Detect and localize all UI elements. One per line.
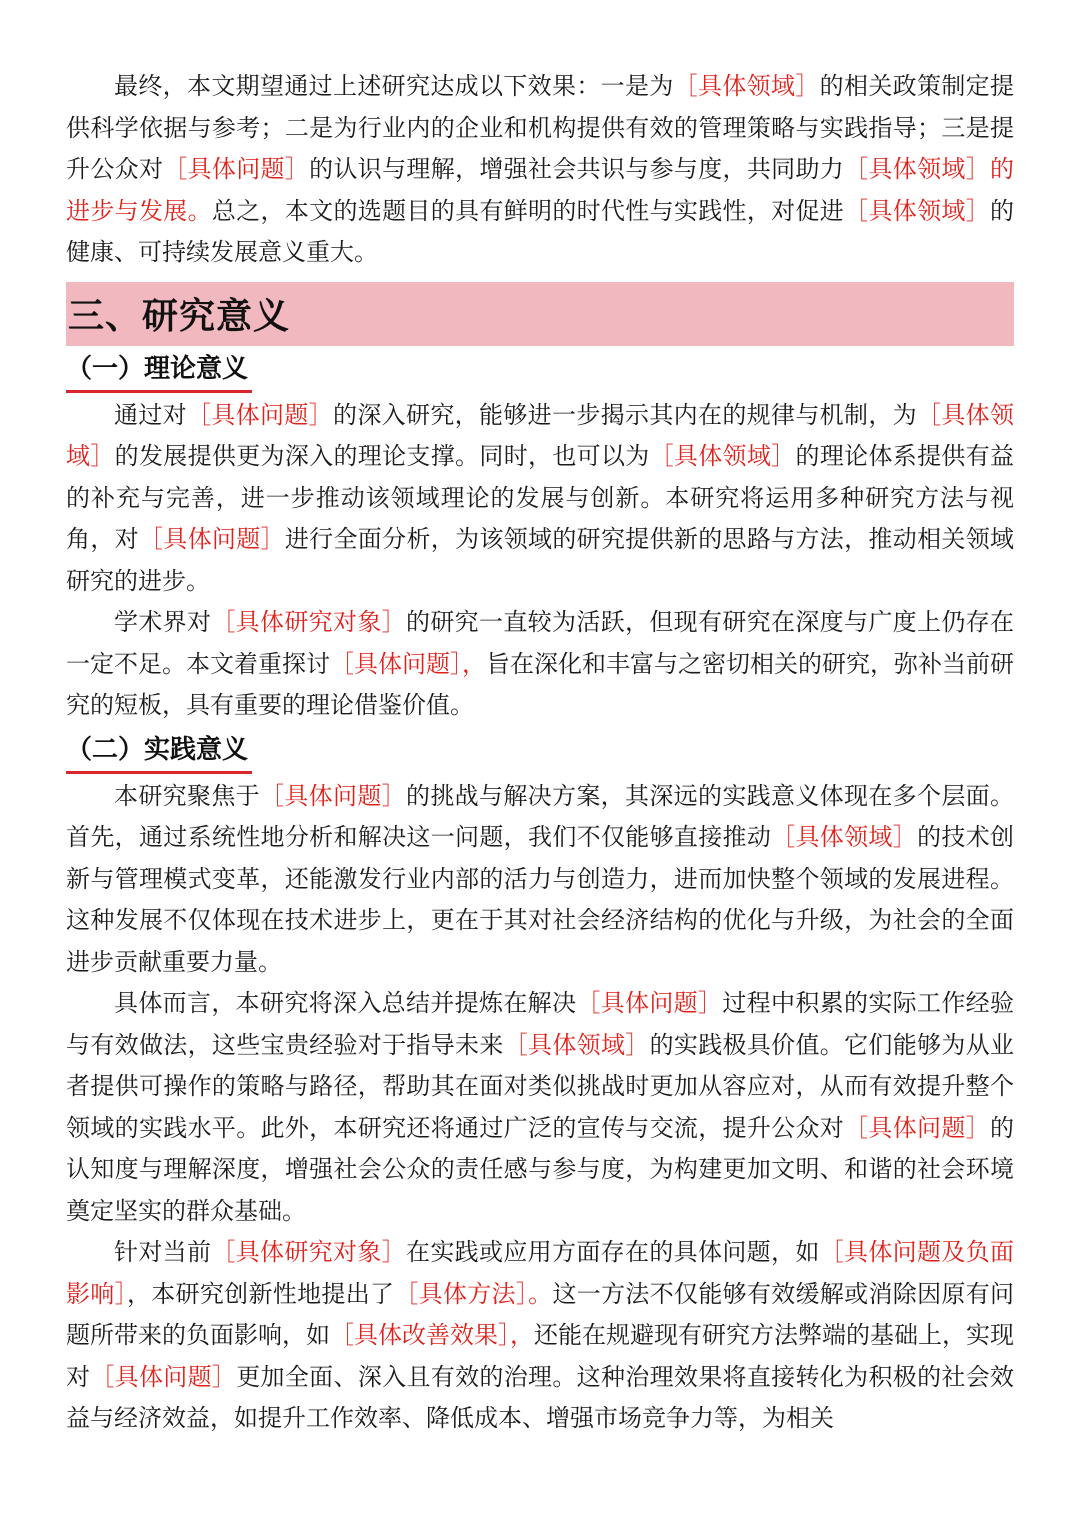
body-text: 的认知度与理解深度，增强社会公众的责任感与参与度，为构建更加文明、和谐的社会环境奠定坚实的群众基础。 <box>66 1113 1015 1225</box>
subsection-header-theory <box>66 352 1014 393</box>
body-text: 的健康、可持续发展意义重大。 <box>66 196 1015 266</box>
placeholder-text: ［具体研究对象］ <box>211 1238 407 1266</box>
section-title: 三、研究意义 <box>68 296 291 337</box>
placeholder-text: ［具体问题］ <box>90 1362 237 1391</box>
placeholder-text: ［具体问题及负面影响］ <box>66 1238 1015 1308</box>
placeholder-text: ［具体领域］的进步与发展。 <box>66 155 1015 225</box>
paragraph <box>66 395 1014 603</box>
body-text: 通过对 <box>114 400 187 429</box>
body-text: 的研究一直较为活跃，但现有研究在深度与广度上仍存在一定不足。本文着重探讨 <box>66 608 1015 678</box>
body-text: 最终，本文期望通过上述研究达成以下效果：一是为 <box>114 72 674 100</box>
placeholder-text: ［具体方法］。 <box>394 1279 553 1308</box>
body-text: 的认识与理解，增强社会共识与参与度，共同助力 <box>309 155 845 183</box>
practice-body <box>66 776 1014 1440</box>
placeholder-text: ［具体问题］ <box>138 525 285 553</box>
body-text: 的相关政策制定提供科学依据与参考；二是为行业内的企业和机构提供有效的管理策略与实践指导；三是提升公众对 <box>66 72 1015 183</box>
body-text: 更加全面、深入且有效的治理。这种治理效果将直接转化为积极的社会效益与经济效益，如提升工作效率、降低成本、增强市场竞争力等，为相关 <box>66 1362 1015 1432</box>
subsection-header-practice <box>66 733 1014 774</box>
placeholder-text: ［具体领域］ <box>771 823 918 851</box>
placeholder-text: ［具体领域］ <box>66 400 1014 470</box>
body-text: 具体而言，本研究将深入总结并提炼在解决 <box>114 989 577 1017</box>
placeholder-text: ［具体改善效果］， <box>330 1321 534 1349</box>
body-text: 本研究聚焦于 <box>114 781 260 810</box>
subsection-title: （一）理论意义 <box>66 352 252 393</box>
placeholder-text: ［具体领域］ <box>649 442 796 470</box>
placeholder-text: ［具体问题］ <box>187 400 333 429</box>
placeholder-text: ［具体领域］ <box>844 196 991 225</box>
body-text: 针对当前 <box>114 1238 212 1266</box>
body-text: 的深入研究，能够进一步揭示其内在的规律与机制，为 <box>333 400 917 429</box>
theory-body <box>66 395 1014 727</box>
placeholder-text: ［具体问题］， <box>330 649 486 678</box>
intro-body <box>66 66 1014 274</box>
placeholder-text: ［具体领域］ <box>673 72 820 100</box>
body-text: 进行全面分析，为该领域的研究提供新的思路与方法，推动相关领域研究的进步。 <box>66 525 1015 595</box>
paragraph <box>66 776 1014 984</box>
placeholder-text: ［具体研究对象］ <box>211 608 407 636</box>
body-text: 过程中积累的实际工作经验与有效做法，这些宝贵经验对于指导未来 <box>66 989 1015 1059</box>
body-text: 这一方法不仅能够有效缓解或消除因原有问题所带来的负面影响，如 <box>66 1279 1015 1349</box>
body-text: 在实践或应用方面存在的具体问题，如 <box>406 1238 820 1266</box>
placeholder-text: ［具体领域］ <box>503 1030 650 1059</box>
paragraph <box>66 1232 1014 1440</box>
body-text: 总之，本文的选题目的具有鲜明的时代性与实践性，对促进 <box>211 196 845 225</box>
paragraph <box>66 66 1014 274</box>
placeholder-text: ［具体问题］ <box>576 989 723 1017</box>
body-text: 还能在规避现有研究方法弊端的基础上，实现对 <box>66 1321 1014 1391</box>
placeholder-text: ［具体问题］ <box>260 781 406 810</box>
body-text: 的挑战与解决方案，其深远的实践意义体现在多个层面。首先，通过系统性地分析和解决这一问题，我们不仅能够直接推动 <box>66 781 1014 851</box>
body-text: 旨在深化和丰富与之密切相关的研究，弥补当前研究的短板，具有重要的理论借鉴价值。 <box>66 649 1014 719</box>
subsection-title: （二）实践意义 <box>66 733 252 774</box>
paragraph <box>66 602 1014 727</box>
body-text: 的技术创新与管理模式变革，还能激发行业内部的活力与创造力，进而加快整个领域的发展进程。这种发展不仅体现在技术进步上，更在于其对社会经济结构的优化与升级，为社会的全面进步贡献重要力量。 <box>66 823 1015 976</box>
section-header-bar <box>66 282 1014 346</box>
body-text: ，本研究创新性地提出了 <box>126 1279 395 1308</box>
body-text: 的发展提供更为深入的理论支撑。同时，也可以为 <box>114 442 650 470</box>
placeholder-text: ［具体问题］ <box>163 155 310 183</box>
body-text: 学术界对 <box>114 608 212 636</box>
paragraph <box>66 983 1014 1232</box>
body-text: 的理论体系提供有益的补充与完善，进一步推动该领域理论的发展与创新。本研究将运用多种研究方法与视角，对 <box>66 442 1015 553</box>
placeholder-text: ［具体问题］ <box>844 1113 991 1142</box>
body-text: 的实践极具价值。它们能够为从业者提供可操作的策略与路径，帮助其在面对类似挑战时更加从容应对，从而有效提升整个领域的实践水平。此外，本研究还将通过广泛的宣传与交流，提升公众对 <box>66 1030 1015 1142</box>
